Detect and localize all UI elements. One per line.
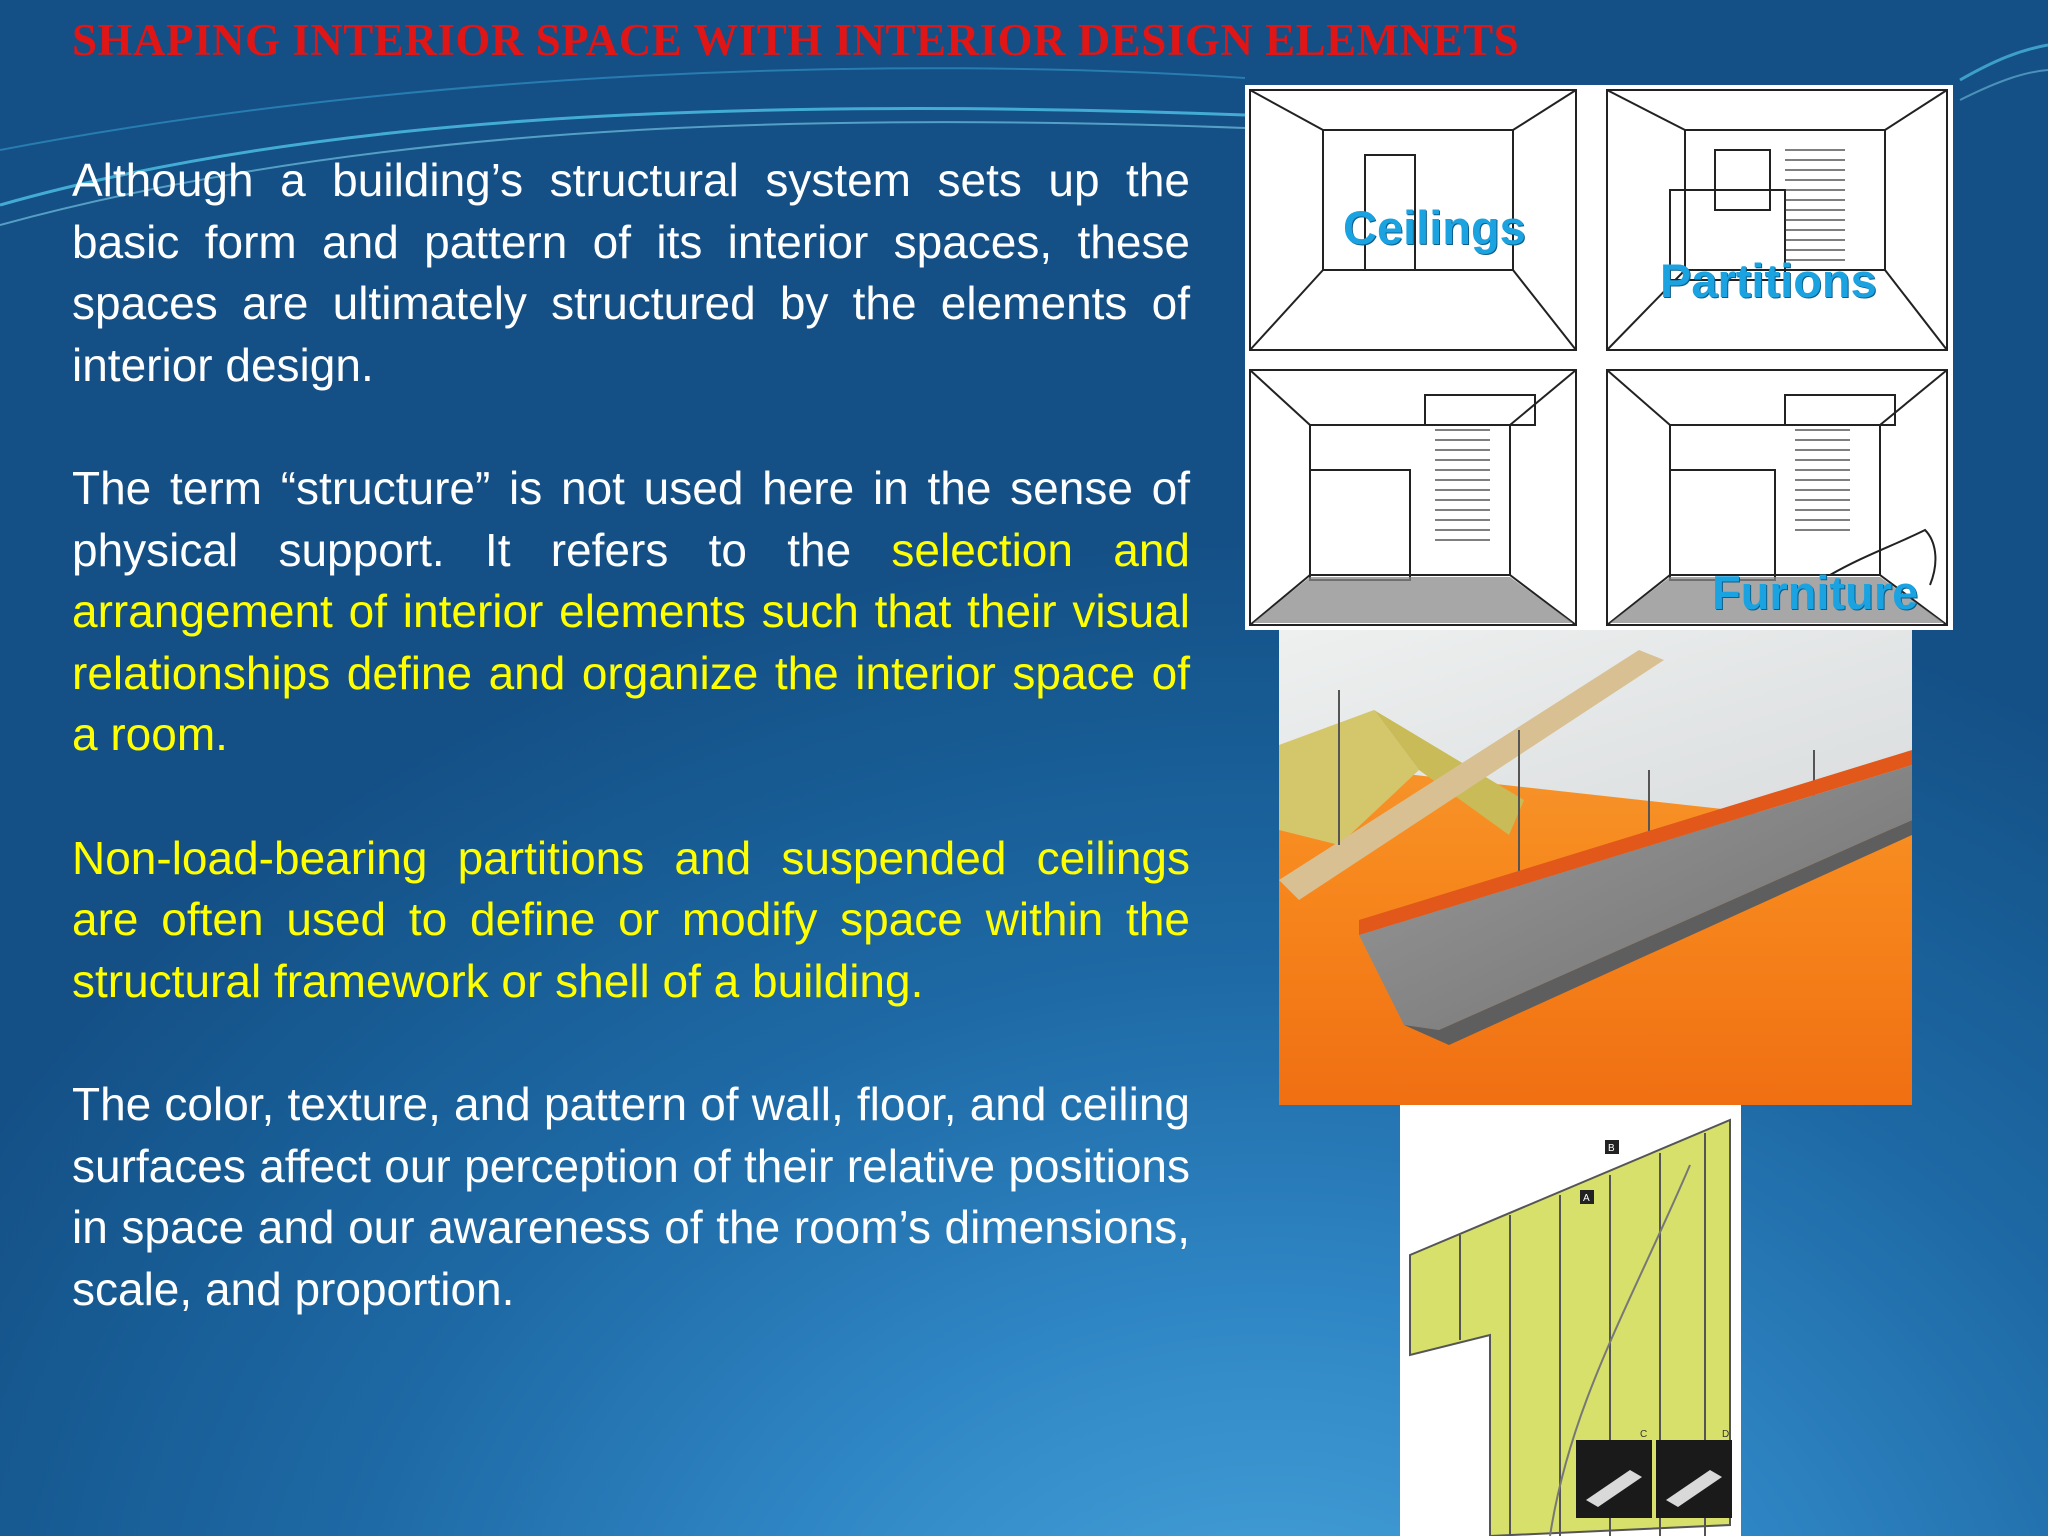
paragraph-structural-system: Although a building’s structural system sets up the basic form and pattern of its interior spaces, these spaces are ultimately structured by the elements of interior design.: [72, 154, 1190, 391]
room-sketch-drawing: [1245, 85, 1953, 630]
paragraph-structure-term-white: The term “structure” is not used here in the sense of physical support. It refers to the: [72, 462, 1190, 576]
paragraph-partitions-ceilings: Non-load-bearing partitions and suspended ceilings are often used to define or modify space within the structural framework or shell of a building.: [72, 831, 1190, 1007]
room-elements-diagram: [1245, 85, 1953, 630]
paragraph-structure-term: [72, 458, 1190, 766]
furniture-label: Furniture: [1712, 566, 1919, 619]
detail-d-letter: D: [1722, 1429, 1730, 1440]
body-text: [72, 150, 1190, 1382]
marker-a-letter: A: [1583, 1193, 1590, 1204]
paragraph-structure-term-highlight: selection and arrangement of interior elements such that their visual relationships define and organize the interior space of a room.: [72, 523, 1190, 760]
slide-title: SHAPING INTERIOR SPACE WITH INTERIOR DESIGN ELEMNETS: [72, 15, 1520, 65]
partition-framing-detail: [1400, 1105, 1741, 1536]
marker-b-letter: B: [1608, 1143, 1615, 1154]
detail-c-letter: C: [1640, 1429, 1648, 1440]
suspended-ceiling-photo: [1279, 630, 1912, 1105]
paragraph-surface-perception: The color, texture, and pattern of wall, floor, and ceiling surfaces affect our perception of their relative positions in space and our awareness of the room’s dimensions, scale, and proportion.: [72, 1078, 1190, 1315]
ceilings-label: Ceilings: [1343, 201, 1526, 254]
partitions-label: Partitions: [1660, 254, 1877, 307]
